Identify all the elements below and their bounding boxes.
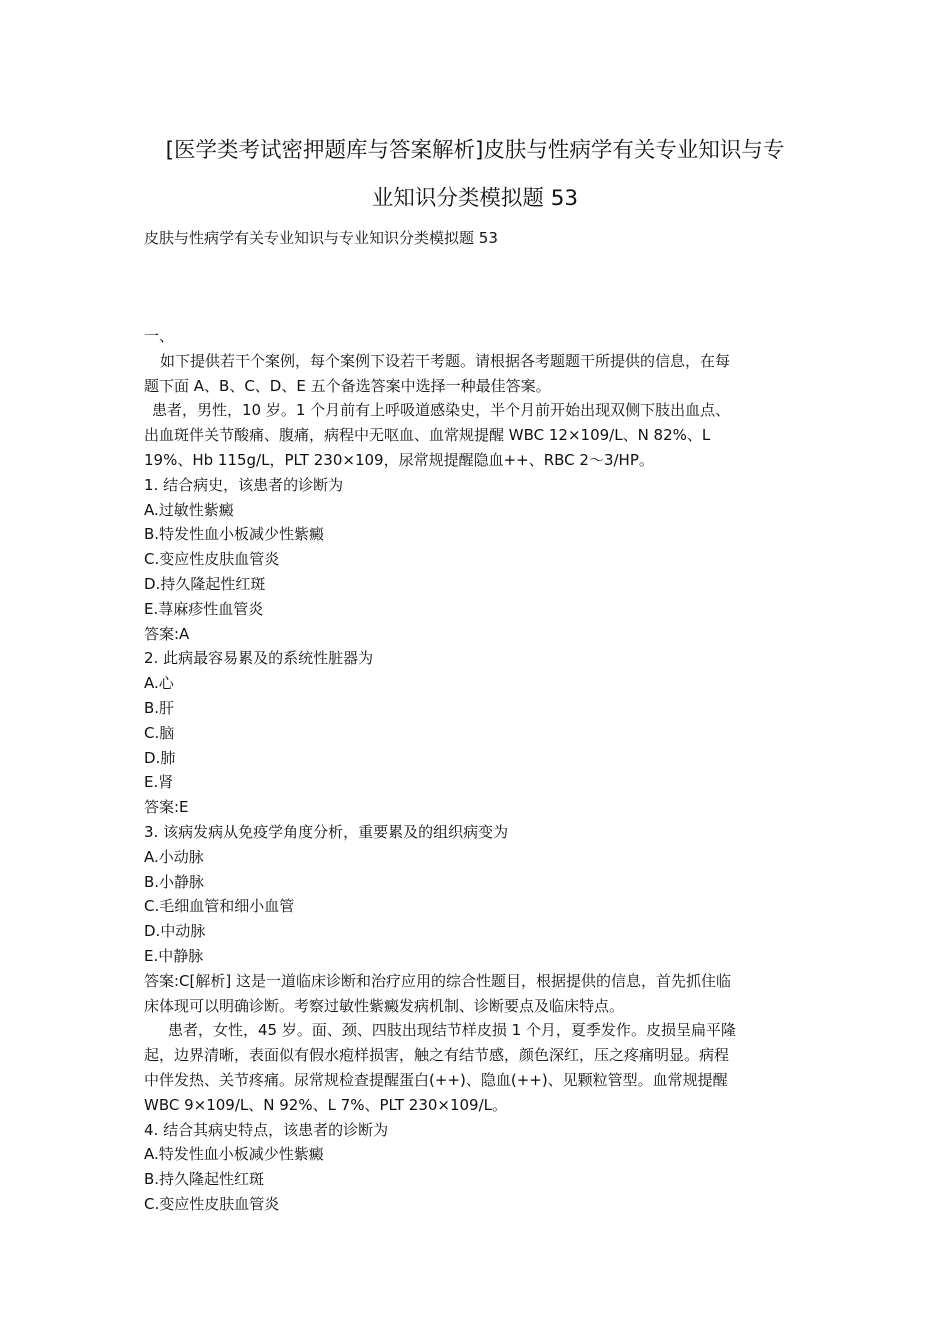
document-title-line-2: 业知识分类模拟题 53 <box>371 186 579 211</box>
question-4-option: C.变应性皮肤血管炎 <box>144 1194 280 1213</box>
question-2-option: A.心 <box>144 674 174 693</box>
question-3-option: E.中静脉 <box>144 946 204 965</box>
question-3-stem: 3. 该病发病从免疫学角度分析，重要累及的组织病变为 <box>144 822 509 841</box>
question-3-option: B.小静脉 <box>144 872 205 891</box>
section-number: 一、 <box>144 327 175 345</box>
question-1-option: B.特发性血小板减少性紫癜 <box>144 525 325 544</box>
case-2-line: 患者，女性，45 岁。面、颈、四肢出现结节样皮损 1 个月，夏季发作。皮损呈扁平隆 <box>168 1021 736 1040</box>
question-1-option: D.持久隆起性红斑 <box>144 574 266 593</box>
instruction-line: 如下提供若干个案例，每个案例下设若干考题。请根据各考题题干所提供的信息，在每 <box>160 351 731 370</box>
case-2-line: WBC 9×109/L、N 92%、L 7%、PLT 230×109/L。 <box>144 1095 508 1114</box>
question-3-option: A.小动脉 <box>144 847 204 866</box>
question-3-option: D.中动脉 <box>144 922 206 941</box>
question-4-option: B.持久隆起性红斑 <box>144 1170 265 1189</box>
question-2-answer: 答案:E <box>144 798 189 817</box>
question-1-option: E.荨麻疹性血管炎 <box>144 599 264 618</box>
case-1-line: 患者，男性，10 岁。1 个月前有上呼吸道感染史，半个月前开始出现双侧下肢出血点、 <box>152 401 731 420</box>
question-1-option: C.变应性皮肤血管炎 <box>144 550 280 569</box>
question-3-option: C.毛细血管和细小血管 <box>144 897 295 916</box>
question-2-option: B.肝 <box>144 698 175 717</box>
question-3-answer: 床体现可以明确诊断。考察过敏性紫癜发病机制、诊断要点及临床特点。 <box>144 996 625 1015</box>
case-1-line: 19%、Hb 115g/L，PLT 230×109，尿常规提醒隐血++、RBC 2～3/HP。 <box>144 450 654 469</box>
question-1-stem: 1. 结合病史，该患者的诊断为 <box>144 475 344 494</box>
question-1-answer: 答案:A <box>144 624 190 643</box>
document-subtitle: 皮肤与性病学有关专业知识与专业知识分类模拟题 53 <box>144 229 498 247</box>
document-body <box>144 324 806 1217</box>
question-3-answer: 答案:C[解析] 这是一道临床诊断和治疗应用的综合性题目，根据提供的信息，首先抓住临 <box>144 971 732 990</box>
case-2-line: 中伴发热、关节疼痛。尿常规检查提醒蛋白(++)、隐血(++)、见颗粒管型。血常规提醒 <box>144 1070 728 1089</box>
document-title-line-1: [医学类考试密押题库与答案解析]皮肤与性病学有关专业知识与专 <box>165 138 785 163</box>
question-1-option: A.过敏性紫癜 <box>144 500 234 519</box>
question-4-option: A.特发性血小板减少性紫癜 <box>144 1145 324 1164</box>
question-2-option: C.脑 <box>144 723 175 742</box>
question-4-stem: 4. 结合其病史特点，该患者的诊断为 <box>144 1120 389 1139</box>
question-2-option: D.肺 <box>144 748 176 767</box>
instruction-line: 题下面 A、B、C、D、E 五个备选答案中选择一种最佳答案。 <box>144 376 551 395</box>
case-1-line: 出血斑伴关节酸痛、腹痛，病程中无呕血、血常规提醒 WBC 12×109/L、N 82%、L <box>144 426 711 445</box>
case-2-line: 起，边界清晰，表面似有假水疱样损害，触之有结节感，颜色深红，压之疼痛明显。病程 <box>144 1046 730 1065</box>
question-2-option: E.肾 <box>144 773 174 792</box>
question-2-stem: 2. 此病最容易累及的系统性脏器为 <box>144 649 374 668</box>
